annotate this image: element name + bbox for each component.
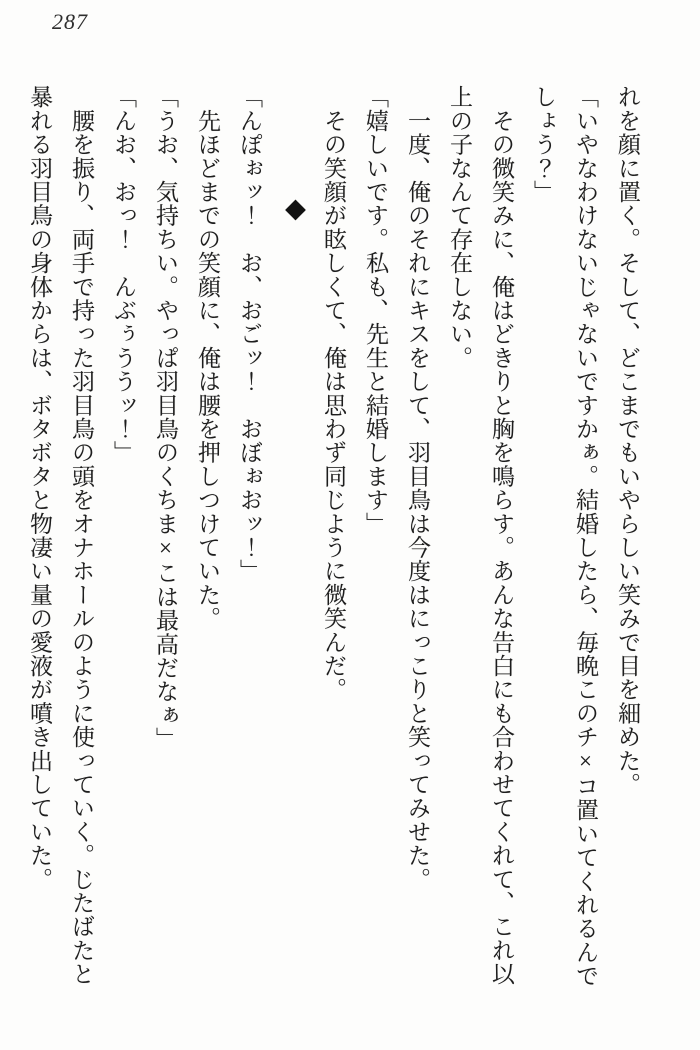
text-column-8: その笑顔が眩しくて、俺は思わず同じように微笑んだ。 [321, 85, 346, 702]
text-column-2: 「いやなわけないじゃないですかぁ。結婚したら、毎晩このチ×コ置いてくれるんで [573, 85, 598, 988]
text-column-11: 「うお、気持ちい。やっぱ羽目鳥のくちま×こは最高だなぁ」 [153, 85, 178, 751]
text-column-5: 上の子なんて存在しない。 [447, 85, 472, 370]
text-column-10: 先ほどまでの笑顔に、俺は腰を押しつけていた。 [195, 85, 220, 631]
section-divider [270, 85, 312, 1025]
vertical-text-area [16, 85, 648, 1025]
text-column-1: れを顔に置く。そして、どこまでもいやらしい笑みで目を細めた。 [615, 85, 640, 796]
text-column-4: その微笑みに、俺はどきりと胸を鳴らす。あんな告白にも合わせてくれて、これ以 [489, 85, 514, 986]
text-column-13: 腰を振り、両手で持った羽目鳥の頭をオナホールのように使っていく。じたばたと [69, 85, 94, 986]
text-column-14: 暴れる羽目鳥の身体からは、ボタボタと物凄い量の愛液が噴き出していた。 [27, 85, 52, 891]
text-column-7: 「嬉しいです。私も、先生と結婚します」 [363, 85, 388, 536]
diamond-icon: ◆ [281, 193, 311, 225]
text-column-9: 「んぽぉッ！ お、おごッ！ おぼぉおッ！」 [237, 85, 262, 583]
text-column-12: 「んお、おっ！ んぶぅううッ！」 [111, 85, 136, 465]
text-column-3: しょう？」 [531, 85, 556, 204]
page-number: 287 [52, 9, 88, 34]
text-column-6: 一度、俺のそれにキスをして、羽目鳥は今度はにっこりと笑ってみせた。 [405, 85, 430, 891]
